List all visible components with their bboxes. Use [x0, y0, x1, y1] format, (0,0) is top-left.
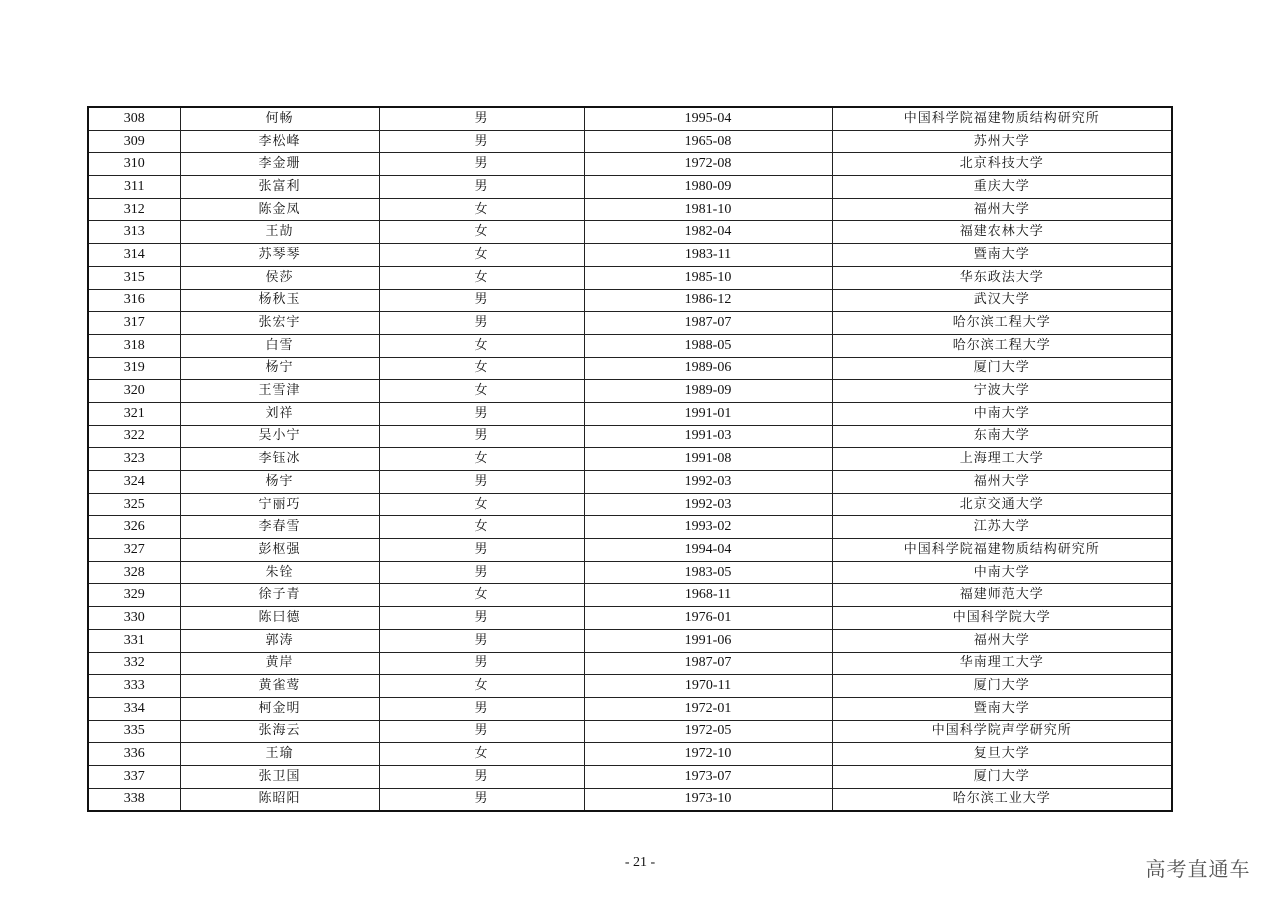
cell-organization: 暨南大学 [832, 244, 1172, 267]
cell-name: 苏琴琴 [180, 244, 379, 267]
cell-number: 331 [88, 629, 180, 652]
cell-date: 1991-03 [584, 425, 832, 448]
cell-date: 1988-05 [584, 334, 832, 357]
cell-number: 330 [88, 607, 180, 630]
cell-gender: 男 [379, 312, 584, 335]
cell-organization: 北京交通大学 [832, 493, 1172, 516]
cell-number: 315 [88, 266, 180, 289]
table-row [88, 720, 1172, 743]
cell-number: 325 [88, 493, 180, 516]
cell-number: 332 [88, 652, 180, 675]
cell-gender: 女 [379, 380, 584, 403]
cell-name: 宁丽巧 [180, 493, 379, 516]
table-row [88, 153, 1172, 176]
table-row [88, 130, 1172, 153]
cell-name: 陈金凤 [180, 198, 379, 221]
cell-organization: 东南大学 [832, 425, 1172, 448]
cell-gender: 男 [379, 153, 584, 176]
table-row [88, 357, 1172, 380]
table-row [88, 380, 1172, 403]
cell-date: 1972-05 [584, 720, 832, 743]
watermark-logo: 高考直通车 [1145, 857, 1251, 881]
cell-number: 310 [88, 153, 180, 176]
cell-date: 1973-07 [584, 765, 832, 788]
table-body [88, 107, 1172, 811]
cell-date: 1968-11 [584, 584, 832, 607]
cell-gender: 男 [379, 788, 584, 811]
page-number: - 21 - [624, 855, 656, 870]
awardee-table [87, 106, 1173, 812]
cell-name: 柯金明 [180, 697, 379, 720]
cell-number: 308 [88, 107, 180, 130]
cell-gender: 女 [379, 493, 584, 516]
table-row [88, 425, 1172, 448]
cell-name: 杨宁 [180, 357, 379, 380]
cell-number: 336 [88, 743, 180, 766]
cell-date: 1973-10 [584, 788, 832, 811]
cell-number: 334 [88, 697, 180, 720]
cell-name: 陈昭阳 [180, 788, 379, 811]
cell-number: 314 [88, 244, 180, 267]
cell-date: 1976-01 [584, 607, 832, 630]
cell-date: 1982-04 [584, 221, 832, 244]
cell-date: 1992-03 [584, 471, 832, 494]
cell-gender: 女 [379, 584, 584, 607]
cell-number: 317 [88, 312, 180, 335]
cell-gender: 男 [379, 402, 584, 425]
table-row [88, 312, 1172, 335]
table-row [88, 198, 1172, 221]
cell-organization: 华南理工大学 [832, 652, 1172, 675]
table-row [88, 743, 1172, 766]
cell-number: 338 [88, 788, 180, 811]
cell-organization: 中国科学院福建物质结构研究所 [832, 539, 1172, 562]
table-row [88, 765, 1172, 788]
cell-gender: 男 [379, 765, 584, 788]
cell-organization: 中南大学 [832, 561, 1172, 584]
cell-gender: 女 [379, 743, 584, 766]
cell-name: 李松峰 [180, 130, 379, 153]
table-row [88, 221, 1172, 244]
cell-gender: 男 [379, 289, 584, 312]
cell-name: 吴小宁 [180, 425, 379, 448]
cell-organization: 华东政法大学 [832, 266, 1172, 289]
table-row [88, 607, 1172, 630]
cell-gender: 男 [379, 561, 584, 584]
cell-organization: 中国科学院大学 [832, 607, 1172, 630]
cell-gender: 女 [379, 357, 584, 380]
cell-date: 1985-10 [584, 266, 832, 289]
cell-organization: 哈尔滨工业大学 [832, 788, 1172, 811]
cell-organization: 哈尔滨工程大学 [832, 312, 1172, 335]
cell-gender: 男 [379, 107, 584, 130]
table-row [88, 516, 1172, 539]
cell-date: 1983-05 [584, 561, 832, 584]
cell-number: 328 [88, 561, 180, 584]
cell-number: 323 [88, 448, 180, 471]
cell-name: 李金珊 [180, 153, 379, 176]
cell-number: 337 [88, 765, 180, 788]
cell-name: 张宏宇 [180, 312, 379, 335]
table-row [88, 584, 1172, 607]
cell-date: 1981-10 [584, 198, 832, 221]
cell-name: 李钰冰 [180, 448, 379, 471]
cell-date: 1972-01 [584, 697, 832, 720]
cell-gender: 男 [379, 539, 584, 562]
cell-date: 1972-10 [584, 743, 832, 766]
cell-name: 陈曰德 [180, 607, 379, 630]
cell-organization: 厦门大学 [832, 675, 1172, 698]
cell-date: 1980-09 [584, 176, 832, 199]
cell-organization: 武汉大学 [832, 289, 1172, 312]
table-row [88, 561, 1172, 584]
cell-organization: 哈尔滨工程大学 [832, 334, 1172, 357]
cell-organization: 宁波大学 [832, 380, 1172, 403]
cell-number: 319 [88, 357, 180, 380]
cell-gender: 女 [379, 198, 584, 221]
cell-number: 324 [88, 471, 180, 494]
cell-date: 1987-07 [584, 312, 832, 335]
cell-name: 张富利 [180, 176, 379, 199]
table-row [88, 788, 1172, 811]
cell-number: 333 [88, 675, 180, 698]
cell-organization: 福州大学 [832, 198, 1172, 221]
cell-gender: 男 [379, 471, 584, 494]
table-row [88, 334, 1172, 357]
cell-name: 王瑜 [180, 743, 379, 766]
cell-gender: 女 [379, 334, 584, 357]
cell-number: 329 [88, 584, 180, 607]
cell-number: 320 [88, 380, 180, 403]
cell-number: 313 [88, 221, 180, 244]
cell-gender: 男 [379, 697, 584, 720]
table-row [88, 448, 1172, 471]
cell-gender: 女 [379, 448, 584, 471]
cell-date: 1992-03 [584, 493, 832, 516]
cell-organization: 江苏大学 [832, 516, 1172, 539]
cell-name: 杨宇 [180, 471, 379, 494]
cell-name: 彭枢强 [180, 539, 379, 562]
cell-number: 316 [88, 289, 180, 312]
cell-organization: 福州大学 [832, 471, 1172, 494]
table-row [88, 493, 1172, 516]
cell-date: 1993-02 [584, 516, 832, 539]
cell-organization: 厦门大学 [832, 765, 1172, 788]
table-row [88, 402, 1172, 425]
cell-organization: 福州大学 [832, 629, 1172, 652]
cell-name: 徐子青 [180, 584, 379, 607]
cell-organization: 上海理工大学 [832, 448, 1172, 471]
cell-date: 1972-08 [584, 153, 832, 176]
cell-name: 张卫国 [180, 765, 379, 788]
cell-gender: 女 [379, 516, 584, 539]
cell-name: 何畅 [180, 107, 379, 130]
cell-number: 322 [88, 425, 180, 448]
cell-date: 1991-01 [584, 402, 832, 425]
table-row [88, 697, 1172, 720]
cell-gender: 男 [379, 130, 584, 153]
cell-date: 1994-04 [584, 539, 832, 562]
table-row [88, 539, 1172, 562]
cell-name: 黄岸 [180, 652, 379, 675]
cell-gender: 女 [379, 221, 584, 244]
cell-organization: 重庆大学 [832, 176, 1172, 199]
cell-date: 1987-07 [584, 652, 832, 675]
table-row [88, 675, 1172, 698]
cell-name: 朱铨 [180, 561, 379, 584]
table-row [88, 629, 1172, 652]
cell-date: 1991-08 [584, 448, 832, 471]
cell-name: 张海云 [180, 720, 379, 743]
cell-gender: 男 [379, 652, 584, 675]
cell-organization: 苏州大学 [832, 130, 1172, 153]
cell-name: 侯莎 [180, 266, 379, 289]
cell-date: 1983-11 [584, 244, 832, 267]
cell-date: 1991-06 [584, 629, 832, 652]
cell-name: 杨秋玉 [180, 289, 379, 312]
cell-date: 1965-08 [584, 130, 832, 153]
cell-name: 王劼 [180, 221, 379, 244]
cell-date: 1986-12 [584, 289, 832, 312]
cell-gender: 女 [379, 266, 584, 289]
cell-number: 309 [88, 130, 180, 153]
cell-date: 1970-11 [584, 675, 832, 698]
table-row [88, 244, 1172, 267]
cell-number: 311 [88, 176, 180, 199]
table-row [88, 266, 1172, 289]
cell-gender: 男 [379, 720, 584, 743]
cell-number: 312 [88, 198, 180, 221]
cell-organization: 中南大学 [832, 402, 1172, 425]
cell-organization: 北京科技大学 [832, 153, 1172, 176]
cell-name: 李春雪 [180, 516, 379, 539]
cell-number: 318 [88, 334, 180, 357]
cell-gender: 女 [379, 675, 584, 698]
cell-date: 1989-09 [584, 380, 832, 403]
cell-gender: 女 [379, 244, 584, 267]
cell-name: 刘祥 [180, 402, 379, 425]
cell-gender: 男 [379, 425, 584, 448]
cell-number: 326 [88, 516, 180, 539]
cell-number: 335 [88, 720, 180, 743]
cell-organization: 暨南大学 [832, 697, 1172, 720]
cell-date: 1989-06 [584, 357, 832, 380]
cell-date: 1995-04 [584, 107, 832, 130]
cell-gender: 男 [379, 629, 584, 652]
cell-name: 白雪 [180, 334, 379, 357]
cell-number: 321 [88, 402, 180, 425]
cell-gender: 男 [379, 607, 584, 630]
table-row [88, 652, 1172, 675]
table-row [88, 107, 1172, 130]
cell-organization: 复旦大学 [832, 743, 1172, 766]
cell-name: 王雪津 [180, 380, 379, 403]
cell-organization: 中国科学院声学研究所 [832, 720, 1172, 743]
cell-gender: 男 [379, 176, 584, 199]
table-row [88, 289, 1172, 312]
cell-organization: 福建师范大学 [832, 584, 1172, 607]
cell-organization: 中国科学院福建物质结构研究所 [832, 107, 1172, 130]
table-row [88, 176, 1172, 199]
cell-name: 郭涛 [180, 629, 379, 652]
table-row [88, 471, 1172, 494]
cell-organization: 厦门大学 [832, 357, 1172, 380]
cell-name: 黄雀莺 [180, 675, 379, 698]
cell-organization: 福建农林大学 [832, 221, 1172, 244]
cell-number: 327 [88, 539, 180, 562]
